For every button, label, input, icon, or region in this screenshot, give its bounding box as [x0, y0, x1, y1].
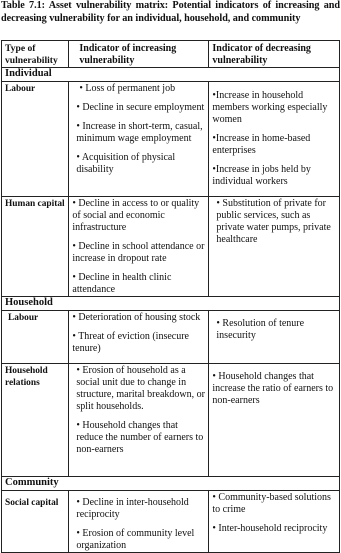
list-item: • Inter-household reciprocity: [212, 523, 328, 534]
increasing-cell: [69, 491, 209, 553]
row-label: Human capital: [2, 197, 69, 297]
row-label: Labour: [2, 311, 69, 364]
section-row-individual: [2, 68, 340, 82]
section-label-individual: Individual: [2, 68, 340, 82]
list-item: • Decline in school attendance or increase in dropout rate: [72, 241, 205, 264]
section-row-household: [2, 297, 340, 311]
increasing-cell: [69, 311, 209, 364]
row-label: Labour: [2, 82, 69, 197]
vulnerability-table: [1, 40, 340, 553]
decreasing-cell: [209, 311, 340, 364]
table-row: [2, 364, 340, 477]
header-increasing-vulnerability: Indicator of increasing vulnerability: [69, 41, 209, 68]
list-item: • Community-based solutions to crime: [212, 492, 331, 515]
decreasing-cell: [209, 491, 340, 553]
list-item: • Substitution of private for public services, such as private water pumps, private healthcare: [216, 198, 331, 245]
decreasing-cell: [209, 364, 340, 477]
list-item: • Household changes that reduce the number of earners to non-earners: [76, 420, 204, 455]
list-item: •Increase in household members working especially women: [212, 90, 328, 125]
header-type-of-vulnerability: Type of vulnerability: [2, 41, 69, 68]
list-item: • Household changes that increase the ratio of earners to non-earners: [212, 371, 334, 406]
list-item: • Decline in secure employment: [76, 102, 205, 113]
list-item: • Decline in health clinic attendance: [72, 272, 172, 295]
list-item: •Increase in home-based enterprises: [212, 133, 311, 156]
list-item: • Decline in inter-household reciprocity: [76, 497, 189, 520]
table-caption: Table 7.1: Asset vulnerability matrix: Potential indicators of increasing and decreasing vulnerability for an individual, household, and community: [1, 0, 340, 24]
list-item: • Decline in access to or quality of social and economic infrastructure: [72, 198, 200, 233]
header-decreasing-vulnerability: Indicator of decreasing vulnerability: [209, 41, 340, 68]
list-item: •Increase in jobs held by individual workers: [212, 164, 311, 187]
list-item: • Resolution of tenure insecurity: [216, 318, 305, 341]
increasing-cell: [69, 364, 209, 477]
table-row: [2, 311, 340, 364]
table-row: [2, 491, 340, 553]
section-label-community: Community: [2, 477, 340, 491]
table-row: [2, 197, 340, 297]
decreasing-cell: [209, 197, 340, 297]
list-item: • Acquisition of physical disability: [76, 152, 176, 175]
list-item: • Increase in short-term, casual, minimum wage employment: [76, 121, 203, 144]
list-item: • Threat of eviction (insecure tenure): [72, 331, 189, 354]
table-row: [2, 82, 340, 197]
list-item: • Deterioration of housing stock: [72, 312, 201, 323]
list-item: • Loss of permanent job: [79, 83, 176, 94]
section-label-household: Household: [2, 297, 340, 311]
decreasing-cell: [209, 82, 340, 197]
list-item: • Erosion of community level organization: [76, 528, 195, 551]
row-label: Social capital: [2, 491, 69, 553]
table-header-row: [2, 41, 340, 68]
increasing-cell: [69, 197, 209, 297]
row-label: Household relations: [2, 364, 69, 477]
section-row-community: [2, 477, 340, 491]
list-item: • Erosion of household as a social unit due to change in structure, marital breakdown, or split households.: [76, 365, 205, 412]
increasing-cell: [69, 82, 209, 197]
